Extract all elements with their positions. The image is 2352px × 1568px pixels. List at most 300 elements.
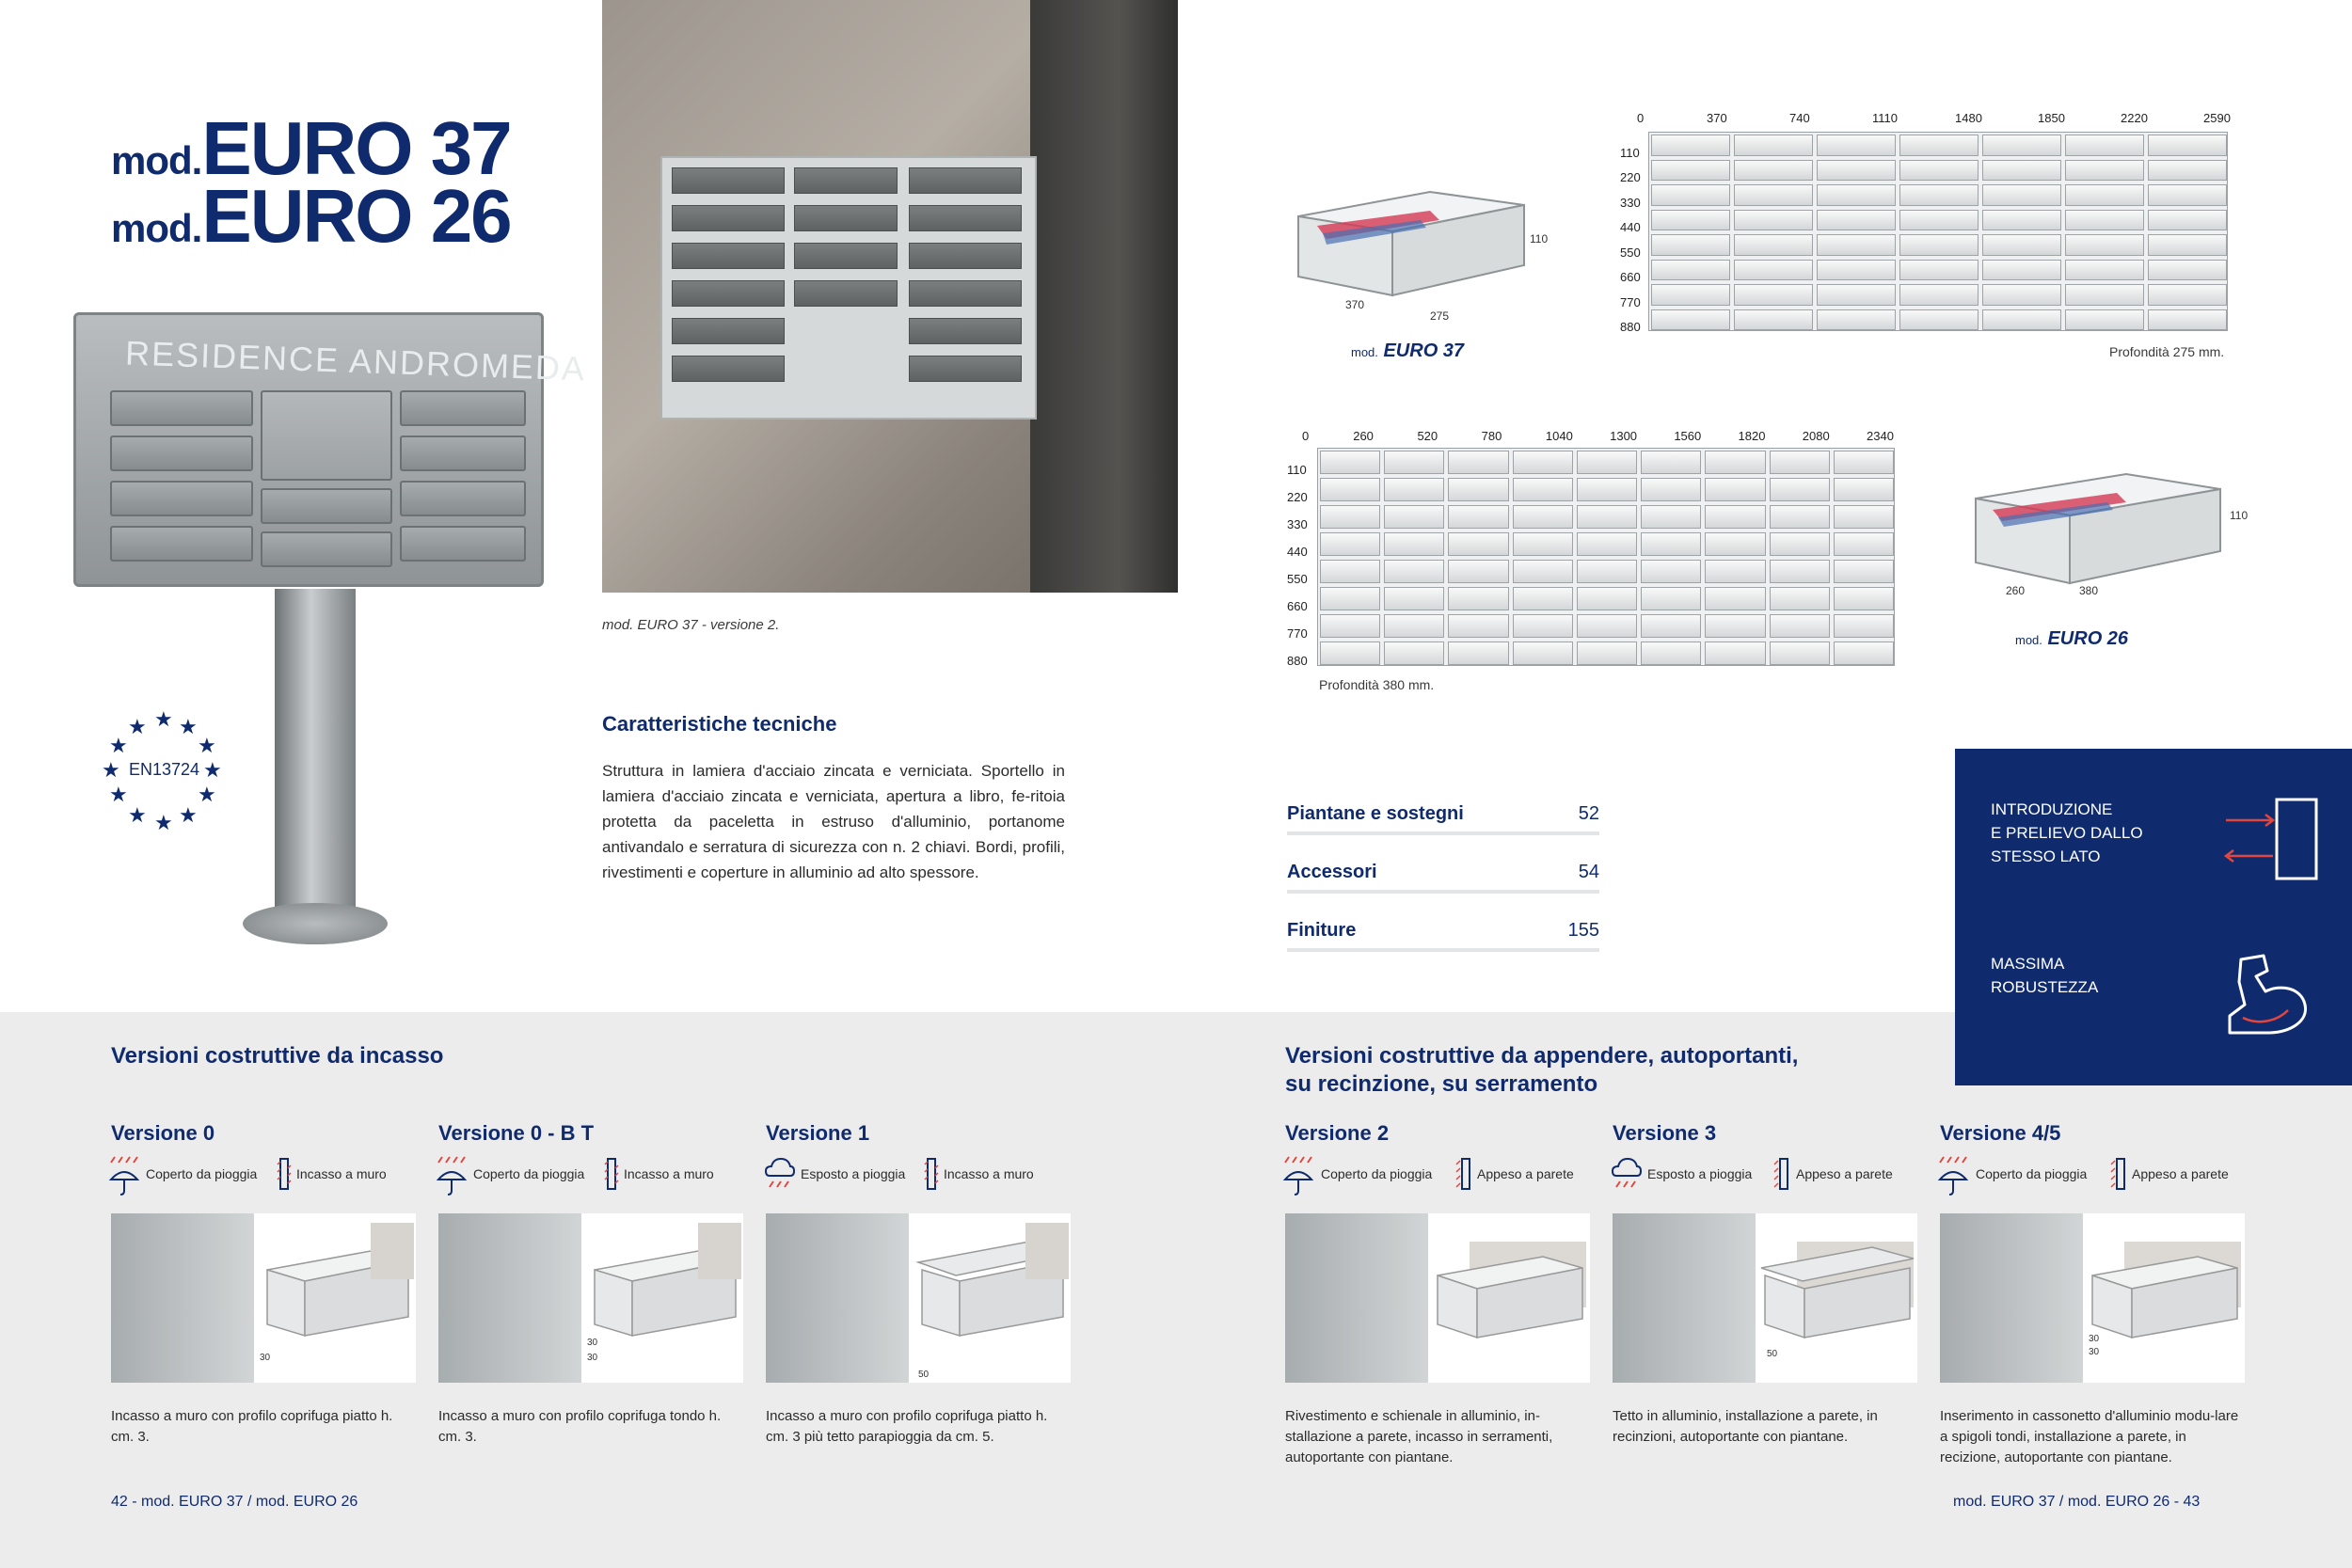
- grid-cell: [1320, 587, 1380, 610]
- grid-cell: [1651, 234, 1730, 256]
- grid-cell: [1651, 260, 1730, 281]
- grid-cell: [1577, 478, 1637, 501]
- version-description: Incasso a muro con profilo coprifuga tondo h. cm. 3.: [438, 1408, 722, 1445]
- y-tick-label: 550: [1287, 571, 1308, 586]
- grid-cell: [1834, 532, 1894, 556]
- y-tick-label: 220: [1620, 170, 1641, 185]
- grid-cell: [1320, 505, 1380, 529]
- version-description: Tetto in alluminio, installazione a parete, in recinzioni, autoportante con piantane.: [1613, 1408, 1878, 1445]
- photo-slot: [794, 167, 898, 194]
- version-image: [111, 1213, 416, 1383]
- grid-cell: [2148, 135, 2227, 156]
- mailbox-pole: [275, 589, 356, 937]
- footer-right: mod. EURO 37 / mod. EURO 26 - 43: [1953, 1494, 2201, 1510]
- x-tick-label: 740: [1789, 111, 1810, 125]
- grid-cell: [1651, 284, 1730, 306]
- mount-tag: Incasso a muro: [624, 1166, 714, 1181]
- grid-cell: [1513, 451, 1573, 474]
- euro37-label-prefix: mod.: [1351, 345, 1378, 359]
- grid-cell: [1448, 560, 1508, 583]
- version-title: Versione 2: [1285, 1121, 1390, 1145]
- grid-cell: [1448, 478, 1508, 501]
- grid-cell: [1384, 505, 1444, 529]
- index-row-piantane[interactable]: [1287, 798, 1599, 835]
- grid-cell: [1577, 451, 1637, 474]
- grid-cell: [1899, 284, 1979, 306]
- star-icon: ★: [154, 811, 173, 834]
- grid-cell: [1448, 532, 1508, 556]
- rain-tag: Coperto da pioggia: [1976, 1166, 2088, 1181]
- exposed-to-rain-icon: [764, 1155, 796, 1196]
- grid-cell: [1770, 532, 1830, 556]
- euro26-dim-height: 110: [2230, 509, 2249, 522]
- dim-label: 30: [587, 1353, 598, 1363]
- grid-cell: [1982, 309, 2061, 331]
- grid-cell: [1734, 210, 1813, 231]
- star-icon: ★: [179, 803, 198, 827]
- grid-cell: [2148, 210, 2227, 231]
- grid-cell: [1734, 234, 1813, 256]
- y-tick-label: 110: [1287, 462, 1307, 477]
- star-icon: ★: [179, 715, 198, 738]
- x-tick-label: 520: [1417, 429, 1438, 443]
- photo-slot: [794, 243, 898, 269]
- feature-line: STESSO LATO: [1991, 847, 2101, 865]
- y-tick-label: 880: [1620, 320, 1641, 335]
- grid-cell: [1817, 184, 1896, 206]
- grid-cell: [1982, 210, 2061, 231]
- mailbox-slot: [110, 390, 253, 426]
- x-tick-label: 2220: [2121, 111, 2148, 125]
- version-drawing: [258, 1213, 416, 1383]
- mailbox-slot: [261, 531, 392, 567]
- grid-cell: [2148, 309, 2227, 331]
- grid-cell: [1641, 560, 1701, 583]
- star-icon: ★: [128, 715, 147, 738]
- grid-cell: [1899, 260, 1979, 281]
- wall-recess-icon: [277, 1157, 292, 1191]
- x-tick-label: 1300: [1610, 429, 1638, 443]
- euro26-iso-drawing: [1966, 461, 2249, 621]
- grid-cell: [1641, 451, 1701, 474]
- grid-cell: [1705, 560, 1765, 583]
- grid-cell: [1384, 587, 1444, 610]
- grid-cell: [1734, 184, 1813, 206]
- photo-slot: [672, 205, 785, 231]
- grid-cell: [1770, 641, 1830, 665]
- feature-line: INTRODUZIONE: [1991, 800, 2113, 818]
- version-photo: [1940, 1213, 2083, 1383]
- mailbox-base: [243, 903, 388, 944]
- euro26-dim-depth: 380: [2079, 584, 2099, 597]
- mailbox-slot: [400, 390, 526, 426]
- x-tick-label: 1560: [1674, 429, 1702, 443]
- euro26-label: [2015, 628, 2128, 650]
- grid-cell: [1705, 587, 1765, 610]
- grid-cell: [1770, 478, 1830, 501]
- wall-hung-icon: [2109, 1157, 2126, 1191]
- star-icon: ★: [203, 758, 222, 782]
- index-label: Piantane e sostegni: [1287, 803, 1464, 824]
- rain-tag: Esposto a pioggia: [1647, 1166, 1753, 1181]
- wall-recess-icon: [924, 1157, 939, 1191]
- footer-left: 42 - mod. EURO 37 / mod. EURO 26: [111, 1494, 358, 1510]
- euro37-dim-height: 110: [1530, 232, 1549, 245]
- x-tick-label: 260: [1353, 429, 1374, 443]
- version-drawing: [1432, 1213, 1590, 1383]
- grid-cell: [1577, 532, 1637, 556]
- version-image: [1613, 1213, 1917, 1383]
- x-tick-label: 2340: [1867, 429, 1894, 443]
- grid-cell: [1899, 210, 1979, 231]
- y-tick-label: 440: [1287, 544, 1308, 559]
- en13724-label: EN13724: [129, 760, 200, 779]
- version-title: Versione 0 - B T: [438, 1121, 595, 1145]
- grid-cell: [2065, 210, 2144, 231]
- grid-cell: [1448, 587, 1508, 610]
- grid-cell: [1513, 478, 1573, 501]
- mailbox-slot: [110, 436, 253, 471]
- photo-slot: [909, 280, 1022, 307]
- grid-cell: [1448, 641, 1508, 665]
- grid-cell: [2065, 284, 2144, 306]
- version-title: Versione 3: [1613, 1121, 1717, 1145]
- grid-cell: [1641, 614, 1701, 638]
- photo-slot: [794, 205, 898, 231]
- appendere-title-line1: Versioni costruttive da appendere, autoportanti,: [1285, 1043, 1799, 1069]
- grid-cell: [1513, 641, 1573, 665]
- grid-cell: [1982, 284, 2061, 306]
- mount-tag: Appeso a parete: [2132, 1166, 2229, 1181]
- grid-cell: [1320, 560, 1380, 583]
- dim-label: 30: [2089, 1334, 2100, 1344]
- mount-tag: Appeso a parete: [1477, 1166, 1574, 1181]
- grid-cell: [1448, 505, 1508, 529]
- euro26-label-model: EURO 26: [2047, 628, 2129, 649]
- grid-cell: [2148, 184, 2227, 206]
- grid-cell: [1734, 284, 1813, 306]
- grid-cell: [2148, 260, 2227, 281]
- star-icon: ★: [109, 783, 128, 806]
- version-drawing: [2087, 1213, 2245, 1383]
- grid-cell: [1817, 284, 1896, 306]
- grid-cell: [1834, 641, 1894, 665]
- grid-cell: [1982, 184, 2061, 206]
- version-description: Inserimento in cassonetto d'alluminio modu-lare a spigoli tondi, installazione a parete, in recizione, autoportante con piantane.: [1940, 1408, 2239, 1465]
- wall-recess-icon: [604, 1157, 619, 1191]
- version-description: Incasso a muro con profilo coprifuga piatto h. cm. 3.: [111, 1408, 393, 1445]
- grid-cell: [1513, 532, 1573, 556]
- star-icon: ★: [109, 734, 128, 757]
- wall-mailbox-unit: [660, 156, 1037, 420]
- grid-cell: [2148, 284, 2227, 306]
- euro37-grid: [1648, 132, 2228, 331]
- grid-cell: [1834, 614, 1894, 638]
- y-tick-label: 110: [1620, 145, 1640, 160]
- same-side-icon: [2222, 796, 2326, 882]
- feature-line: ROBUSTEZZA: [1991, 978, 2099, 996]
- euro26-depth: Profondità 380 mm.: [1319, 677, 1435, 692]
- title-prefix-2: mod.: [111, 206, 202, 250]
- index-page: 54: [1578, 862, 1599, 882]
- photo-slot: [909, 167, 1022, 194]
- grid-cell: [1734, 309, 1813, 331]
- strength-arm-icon: [2222, 950, 2316, 1040]
- grid-cell: [2148, 160, 2227, 182]
- version-photo: [1613, 1213, 1756, 1383]
- rain-tag: Coperto da pioggia: [1321, 1166, 1433, 1181]
- x-tick-label: 1820: [1738, 429, 1766, 443]
- grid-cell: [1320, 532, 1380, 556]
- x-tick-label: 2590: [2203, 111, 2231, 125]
- grid-cell: [1817, 234, 1896, 256]
- grid-cell: [1577, 614, 1637, 638]
- grid-cell: [1641, 478, 1701, 501]
- grid-cell: [1577, 587, 1637, 610]
- index-row-accessori[interactable]: [1287, 856, 1599, 894]
- grid-cell: [1384, 478, 1444, 501]
- version-drawing: [585, 1213, 743, 1383]
- euro37-depth: Profondità 275 mm.: [2109, 344, 2225, 359]
- grid-cell: [1982, 234, 2061, 256]
- grid-cell: [1384, 614, 1444, 638]
- euro37-dim-width: 370: [1345, 298, 1365, 311]
- star-icon: ★: [198, 734, 216, 757]
- grid-cell: [2065, 184, 2144, 206]
- euro26-grid: [1317, 448, 1895, 666]
- grid-cell: [2065, 135, 2144, 156]
- grid-cell: [1899, 184, 1979, 206]
- features-panel: [1955, 749, 2352, 1085]
- grid-cell: [1577, 641, 1637, 665]
- grid-cell: [1651, 210, 1730, 231]
- version-photo: [111, 1213, 254, 1383]
- mount-tag: Incasso a muro: [296, 1166, 387, 1181]
- index-page: 52: [1578, 803, 1599, 824]
- x-tick-label: 1480: [1955, 111, 1982, 125]
- version-image: [1285, 1213, 1590, 1383]
- title-model-2: EURO 26: [201, 174, 511, 258]
- dim-label: 30: [260, 1353, 271, 1363]
- mailbox-board: [73, 312, 587, 587]
- grid-cell: [1577, 560, 1637, 583]
- version-description: Incasso a muro con profilo coprifuga piatto h. cm. 3 più tetto parapioggia da cm. 5.: [766, 1408, 1048, 1445]
- x-tick-label: 1110: [1872, 111, 1898, 125]
- title-prefix-1: mod.: [111, 138, 202, 182]
- grid-cell: [1770, 451, 1830, 474]
- grid-cell: [1448, 614, 1508, 638]
- grid-cell: [1982, 260, 2061, 281]
- grid-cell: [1641, 505, 1701, 529]
- grid-cell: [1770, 587, 1830, 610]
- grid-cell: [1651, 135, 1730, 156]
- grid-cell: [1384, 560, 1444, 583]
- grid-cell: [1513, 614, 1573, 638]
- x-tick-label: 370: [1707, 111, 1727, 125]
- grid-cell: [1817, 309, 1896, 331]
- x-tick-label: 1850: [2038, 111, 2065, 125]
- feature-same-side-text: [1991, 798, 2143, 868]
- version-title: Versione 4/5: [1940, 1121, 2061, 1145]
- grid-cell: [1982, 160, 2061, 182]
- rain-tag: Esposto a pioggia: [801, 1166, 906, 1181]
- version-image: [1940, 1213, 2245, 1383]
- grid-cell: [1384, 451, 1444, 474]
- grid-cell: [1817, 210, 1896, 231]
- version-drawing: [913, 1213, 1071, 1383]
- photo-slot: [672, 356, 785, 382]
- photo-slot: [672, 318, 785, 344]
- grid-cell: [2148, 234, 2227, 256]
- y-tick-label: 440: [1620, 220, 1641, 235]
- version-drawing: [1759, 1213, 1917, 1383]
- star-icon: ★: [128, 803, 147, 827]
- grid-cell: [1320, 614, 1380, 638]
- y-tick-label: 770: [1620, 294, 1641, 309]
- tech-heading: Caratteristiche tecniche: [602, 712, 837, 736]
- grid-cell: [2065, 234, 2144, 256]
- appendere-title-line2: su recinzione, su serramento: [1285, 1071, 1598, 1097]
- index-row-finiture[interactable]: [1287, 914, 1599, 952]
- mailbox-slot: [400, 481, 526, 516]
- title-line-2: [111, 174, 511, 258]
- version-image: [438, 1213, 743, 1383]
- y-tick-label: 220: [1287, 489, 1308, 504]
- tech-body: Struttura in lamiera d'acciaio zincata e verniciata. Sportello in lamiera d'acciaio zincata e verniciata, apertura a libro, fe-ritoia protetta da paceletta in estruso d'alluminio, portanome antivandalo e serratura di sicurezza con n. 2 chiavi. Bordi, profili, rivestimenti e coperture in alluminio ad alto spessore.: [602, 762, 1065, 881]
- grid-cell: [1705, 478, 1765, 501]
- version-title: Versione 0: [111, 1121, 215, 1145]
- grid-cell: [1734, 160, 1813, 182]
- mailbox-slot: [261, 488, 392, 524]
- grid-cell: [1448, 451, 1508, 474]
- version-photo: [438, 1213, 581, 1383]
- grid-cell: [1834, 451, 1894, 474]
- star-icon: ★: [154, 707, 173, 731]
- mailbox-slot: [110, 526, 253, 562]
- euro26-dim-width: 260: [2006, 584, 2026, 597]
- grid-cell: [1705, 641, 1765, 665]
- grid-cell: [1899, 160, 1979, 182]
- grid-cell: [1641, 587, 1701, 610]
- grid-cell: [1770, 505, 1830, 529]
- intercom-panel: [261, 390, 392, 481]
- x-tick-label: 0: [1637, 111, 1645, 125]
- grid-cell: [1899, 234, 1979, 256]
- mailbox-slot: [400, 436, 526, 471]
- grid-cell: [1651, 184, 1730, 206]
- y-tick-label: 550: [1620, 245, 1641, 260]
- dim-label: 30: [587, 1338, 598, 1348]
- mount-tag: Incasso a muro: [944, 1166, 1034, 1181]
- grid-cell: [1384, 532, 1444, 556]
- euro37-label-model: EURO 37: [1383, 341, 1465, 361]
- grid-cell: [1513, 560, 1573, 583]
- grid-cell: [1899, 135, 1979, 156]
- version-photo: [766, 1213, 909, 1383]
- glass-door: [1030, 0, 1178, 593]
- photo-caption: mod. EURO 37 - versione 2.: [602, 617, 780, 633]
- grid-cell: [1817, 260, 1896, 281]
- feature-line: E PRELIEVO DALLO: [1991, 824, 2143, 842]
- index-label: Finiture: [1287, 920, 1357, 941]
- grid-cell: [1641, 532, 1701, 556]
- mailbox-slot: [110, 481, 253, 516]
- version-title: Versione 1: [766, 1121, 870, 1145]
- exposed-to-rain-icon: [1611, 1155, 1643, 1196]
- x-tick-label: 780: [1481, 429, 1502, 443]
- dim-label: 30: [2089, 1347, 2100, 1357]
- euro26-label-prefix: mod.: [2015, 633, 2042, 647]
- covered-from-rain-icon: [1938, 1155, 1968, 1196]
- wall-hung-icon: [1772, 1157, 1789, 1191]
- mailbox-slot: [400, 526, 526, 562]
- covered-from-rain-icon: [1283, 1155, 1313, 1196]
- feature-line: MASSIMA: [1991, 955, 2065, 973]
- grid-cell: [1384, 641, 1444, 665]
- grid-cell: [1705, 451, 1765, 474]
- grid-cell: [1513, 505, 1573, 529]
- product-photo: [602, 0, 1178, 593]
- mount-tag: Appeso a parete: [1796, 1166, 1893, 1181]
- rain-tag: Coperto da pioggia: [146, 1166, 258, 1181]
- appendere-title: [1285, 1042, 1798, 1099]
- grid-cell: [1734, 260, 1813, 281]
- grid-cell: [1899, 309, 1979, 331]
- y-tick-label: 660: [1287, 598, 1308, 613]
- grid-cell: [1577, 505, 1637, 529]
- grid-cell: [1705, 505, 1765, 529]
- grid-cell: [1320, 451, 1380, 474]
- euro37-iso-drawing: [1289, 182, 1549, 333]
- photo-slot: [909, 205, 1022, 231]
- euro37-label: [1351, 341, 1464, 362]
- euro37-dim-depth: 275: [1430, 309, 1450, 323]
- index-label: Accessori: [1287, 862, 1377, 882]
- grid-cell: [1834, 478, 1894, 501]
- mailbox-sign: RESIDENCE ANDROMEDA: [124, 333, 587, 388]
- dim-label: 50: [918, 1370, 930, 1380]
- title-model-1: EURO 37: [201, 106, 511, 190]
- grid-cell: [1734, 135, 1813, 156]
- y-tick-label: 880: [1287, 653, 1308, 668]
- photo-slot: [672, 167, 785, 194]
- covered-from-rain-icon: [109, 1155, 139, 1196]
- grid-cell: [1817, 160, 1896, 182]
- covered-from-rain-icon: [437, 1155, 467, 1196]
- grid-cell: [1513, 587, 1573, 610]
- grid-cell: [1705, 532, 1765, 556]
- photo-slot: [909, 356, 1022, 382]
- version-image: [766, 1213, 1071, 1383]
- photo-slot: [794, 280, 898, 307]
- version-description: Rivestimento e schienale in alluminio, in-stallazione a parete, incasso in serramenti, autoportante con piantane.: [1285, 1408, 1553, 1465]
- grid-cell: [1320, 478, 1380, 501]
- grid-cell: [1834, 560, 1894, 583]
- grid-cell: [1641, 641, 1701, 665]
- dim-label: 50: [1767, 1349, 1778, 1359]
- grid-cell: [2065, 260, 2144, 281]
- x-tick-label: 2080: [1802, 429, 1830, 443]
- index-page: 155: [1567, 920, 1599, 941]
- y-tick-label: 330: [1620, 195, 1641, 210]
- grid-cell: [1651, 160, 1730, 182]
- photo-slot: [672, 243, 785, 269]
- star-icon: ★: [102, 758, 120, 782]
- y-tick-label: 770: [1287, 626, 1308, 641]
- grid-cell: [1320, 641, 1380, 665]
- grid-cell: [1982, 135, 2061, 156]
- x-tick-label: 1040: [1545, 429, 1573, 443]
